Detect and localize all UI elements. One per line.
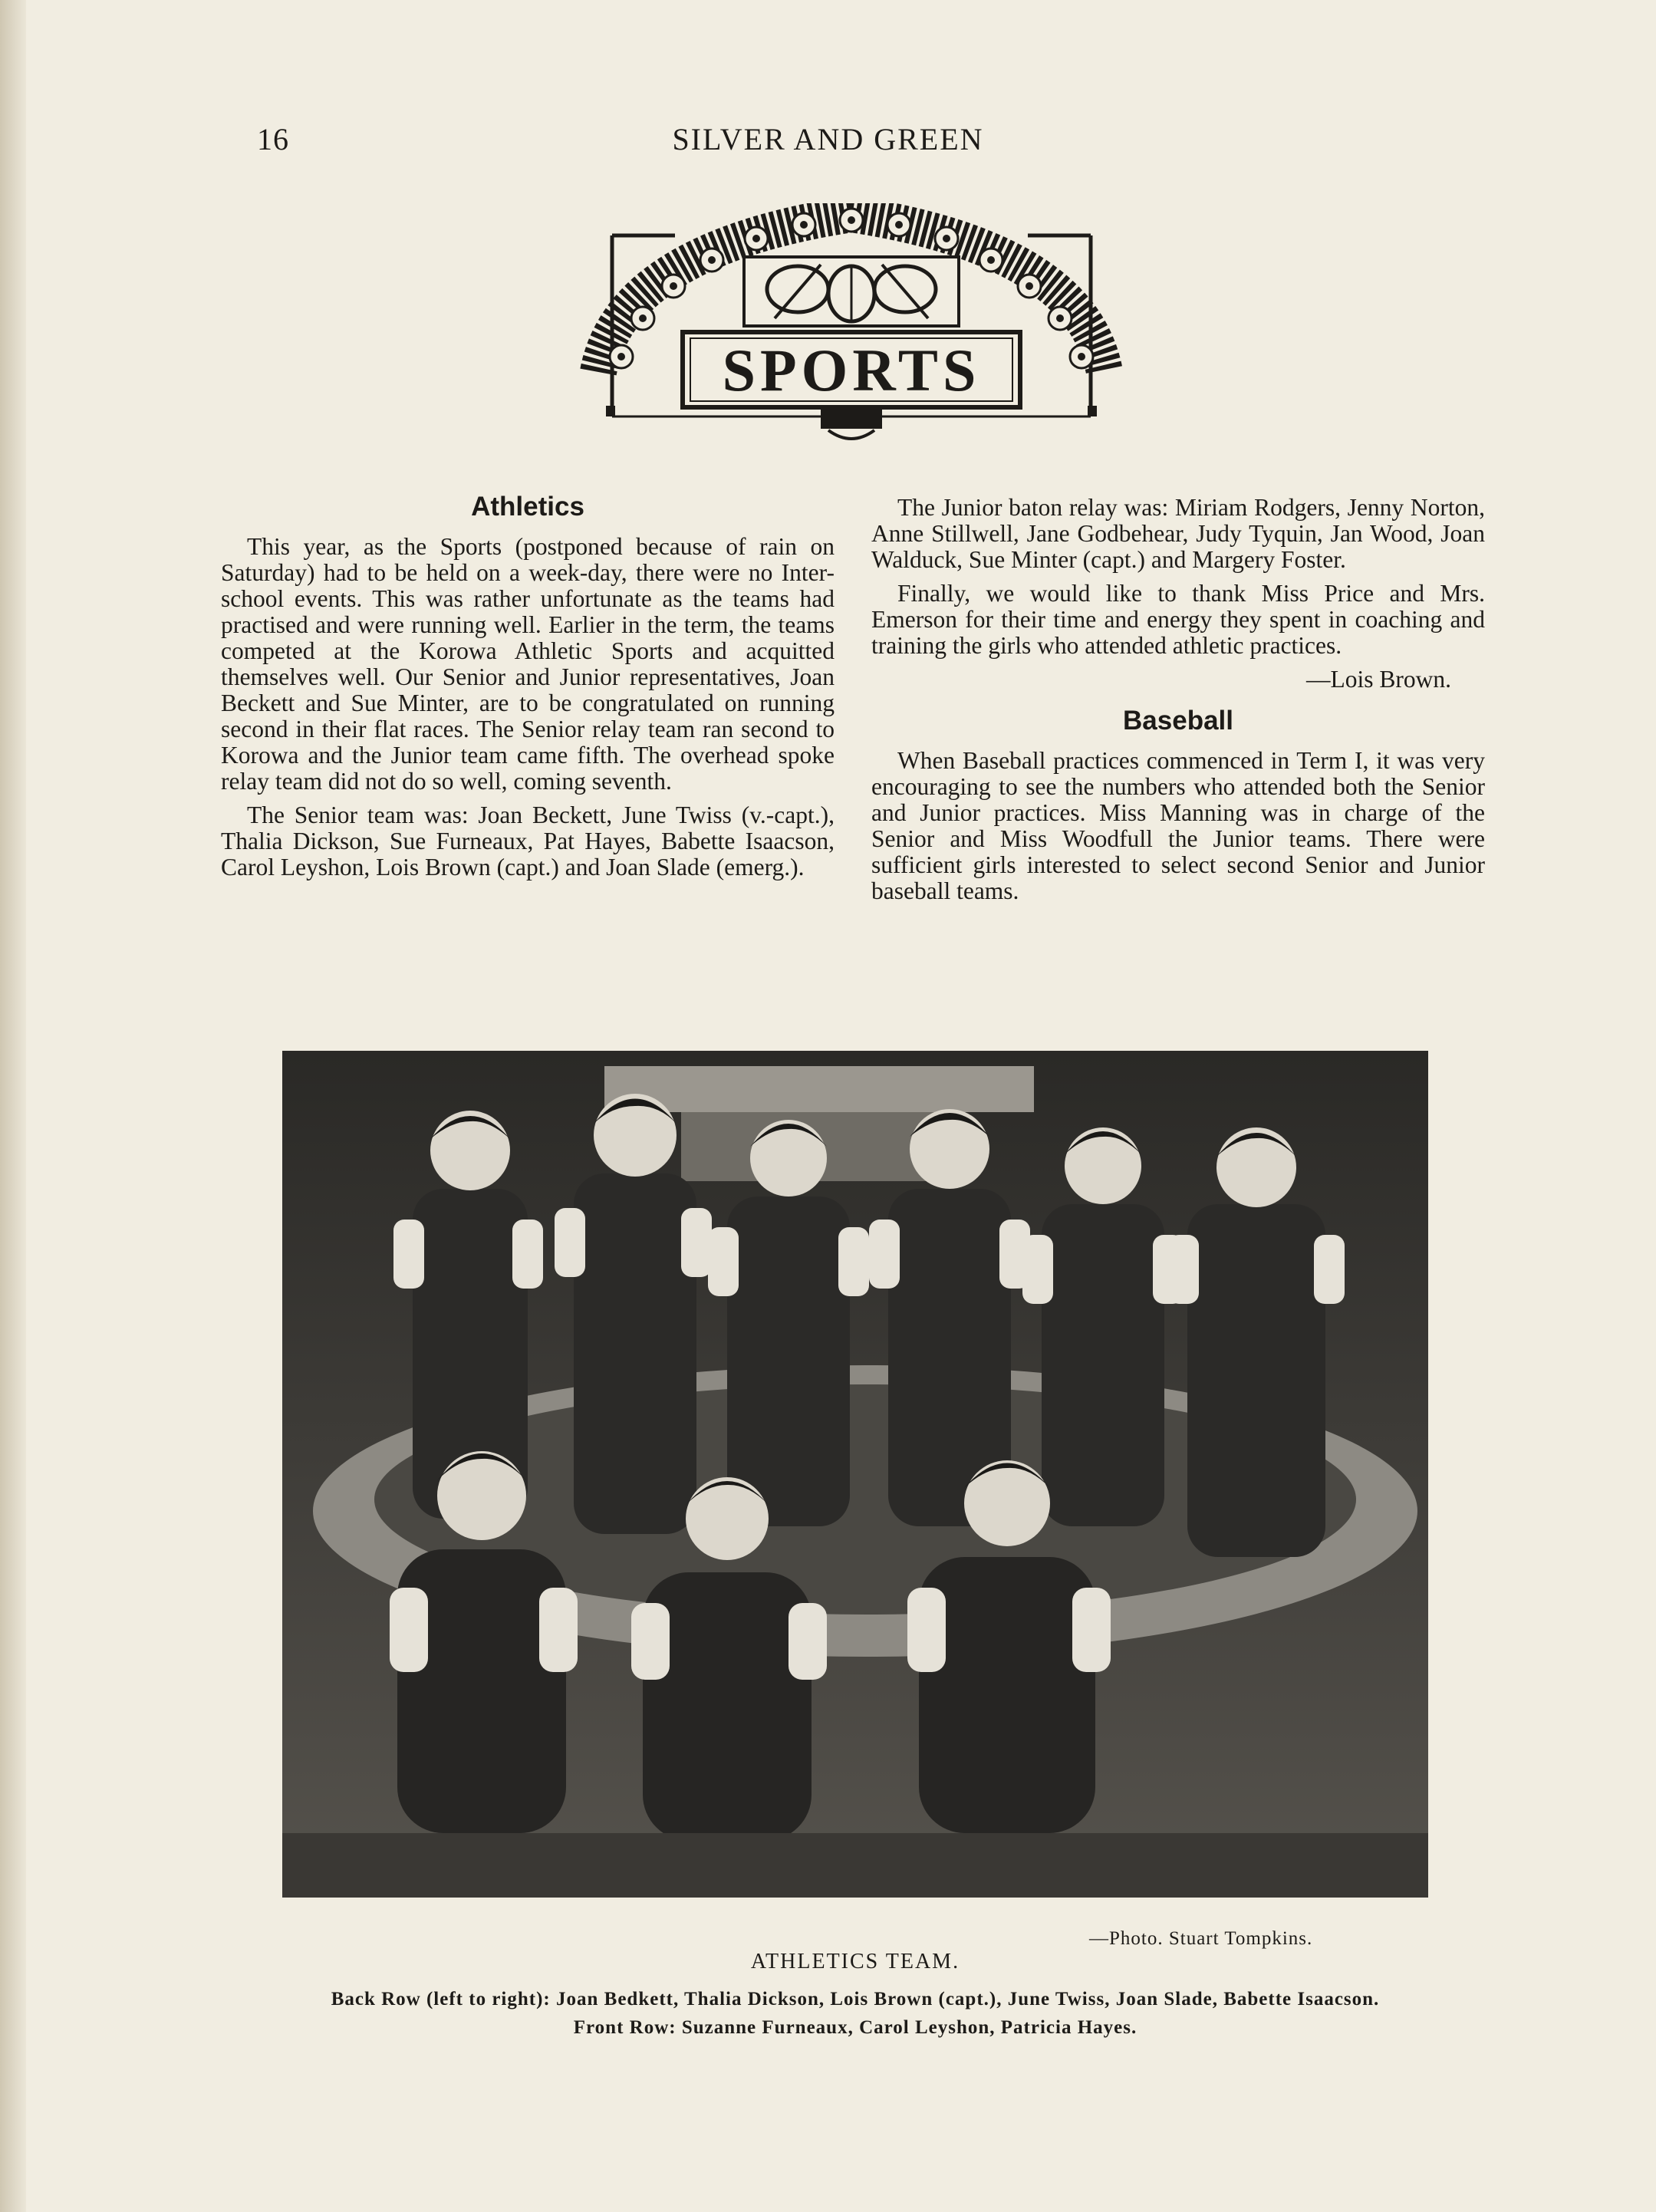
team-photo — [282, 1051, 1428, 1898]
athletics-paragraph: The Junior baton relay was: Miriam Rodgers, Jenny Norton, Anne Stillwell, Jane Godbehear, Judy Tyquin, Jan Wood, Joan Walduck, Sue Minter (capt.) and Margery Foster. — [871, 494, 1485, 573]
baseball-paragraph: When Baseball practices commenced in Term I, it was very encouraging to see the numbers who attended both the Senior and Junior practices. Miss Manning was in charge of the Senior and Miss Woodfull the Junior teams. There were sufficient girls interested to select second Senior and Junior baseball teams. — [871, 747, 1485, 904]
athletics-heading: Athletics — [471, 492, 584, 522]
baseball-heading: Baseball — [1123, 706, 1233, 736]
caption-back-row: Back Row (left to right): Joan Bedkett, Thalia Dickson, Lois Brown (capt.), June Twiss, Joan Slade, Babette Isaacson. — [331, 1989, 1380, 2010]
photo-caption — [282, 1950, 1428, 2045]
athletics-paragraph: Finally, we would like to thank Miss Price and Mrs. Emerson for their time and energy they spent in coaching and training the girls who attended athletic practices. — [871, 580, 1485, 659]
right-column — [871, 495, 1485, 912]
caption-title: ATHLETICS TEAM. — [750, 1950, 960, 1973]
caption-front-row: Front Row: Suzanne Furneaux, Carol Leyshon, Patricia Hayes. — [573, 2017, 1137, 2038]
sports-banner — [575, 203, 1128, 453]
athletics-signature: —Lois Brown. — [1306, 666, 1451, 693]
photo-credit: —Photo. Stuart Tompkins. — [1089, 1928, 1313, 1949]
athletics-paragraph: The Senior team was: Joan Beckett, June Twiss (v.-capt.), Thalia Dickson, Sue Furneaux, Pat Hayes, Babette Isaacson, Carol Leyshon, Lois Brown (capt.) and Joan Slade (emerg.). — [221, 802, 835, 881]
running-head: SILVER AND GREEN — [672, 122, 984, 156]
page-edge — [0, 0, 26, 2212]
page-number: 16 — [257, 122, 289, 156]
sports-emblem-icon — [575, 203, 1128, 453]
left-column — [221, 491, 835, 888]
athletics-paragraph: This year, as the Sports (postponed because of rain on Saturday) had to be held on a week-day, there were no Inter-school events. This was rather unfortunate as the teams had practised and were running well. Earlier in the term, the teams competed at the Korowa Athletic Sports and acquitted themselves well. Our Senior and Junior representatives, Joan Beckett and Sue Minter, are to be congratulated on running second in their flat races. The Senior relay team ran second to Korowa and the Junior team came fifth. The overhead spoke relay team did not do so well, coming seventh. — [221, 533, 835, 795]
banner-title: SPORTS — [722, 337, 981, 403]
